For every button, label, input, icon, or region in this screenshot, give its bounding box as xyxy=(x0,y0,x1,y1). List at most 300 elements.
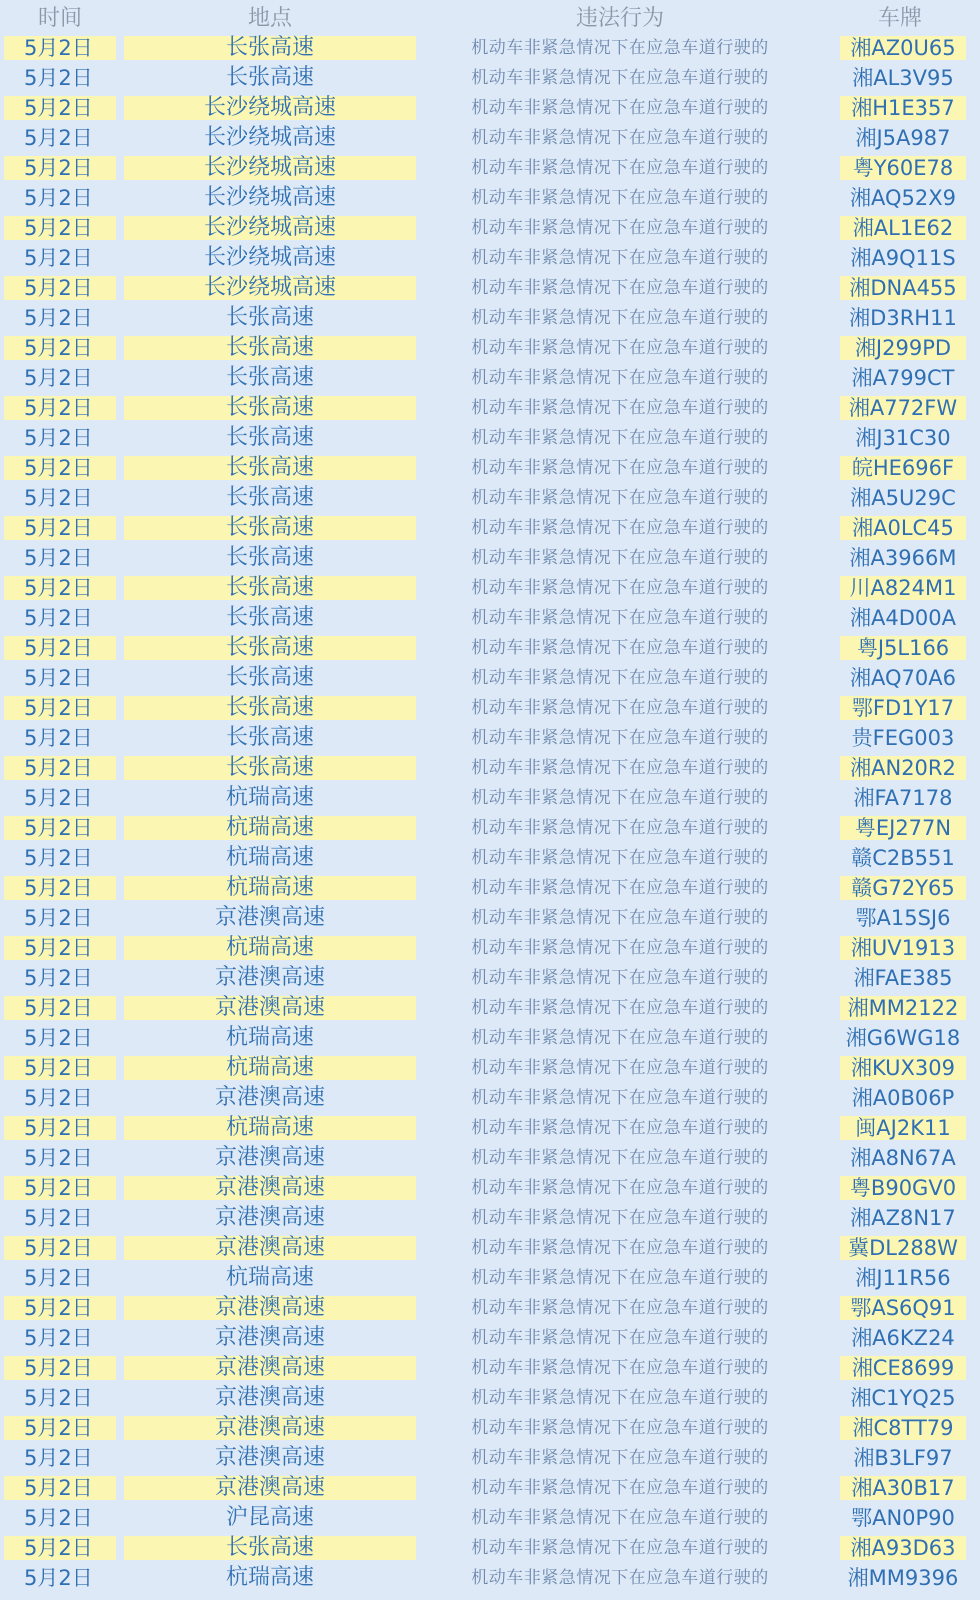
plate-cell-text: 湘AQ52X9 xyxy=(850,186,956,210)
plate-cell xyxy=(820,873,980,903)
date-cell xyxy=(0,1113,120,1143)
table-row xyxy=(0,693,980,723)
violation-cell xyxy=(420,813,820,843)
location-cell-text: 长沙绕城高速 xyxy=(124,216,416,240)
location-cell-text: 长张高速 xyxy=(225,605,314,630)
date-cell xyxy=(0,1473,120,1503)
plate-cell-text: 湘A772FW xyxy=(840,396,966,420)
violation-cell-text: 机动车非紧急情况下在应急车道行驶的 xyxy=(471,308,769,328)
plate-cell xyxy=(820,63,980,93)
date-cell-text: 5月2日 xyxy=(4,696,116,720)
location-cell xyxy=(120,873,420,903)
date-cell-text: 5月2日 xyxy=(4,576,116,600)
location-cell xyxy=(120,243,420,273)
plate-cell-text: 湘A6KZ24 xyxy=(851,1326,955,1350)
date-cell xyxy=(0,693,120,723)
table-row xyxy=(0,663,980,693)
plate-cell xyxy=(820,783,980,813)
location-cell-text: 长张高速 xyxy=(124,396,416,420)
table-row xyxy=(0,273,980,303)
violation-cell xyxy=(420,1263,820,1293)
date-cell xyxy=(0,573,120,603)
location-cell xyxy=(120,1563,420,1593)
violation-cell xyxy=(420,1503,820,1533)
plate-cell-text: 湘AZ0U65 xyxy=(840,36,966,60)
date-cell xyxy=(0,1233,120,1263)
location-cell xyxy=(120,123,420,153)
header-plate: 车牌 xyxy=(820,0,980,33)
date-cell xyxy=(0,1503,120,1533)
location-cell xyxy=(120,1143,420,1173)
table-row xyxy=(0,573,980,603)
violation-cell xyxy=(420,1173,820,1203)
violation-cell-text: 机动车非紧急情况下在应急车道行驶的 xyxy=(471,398,769,418)
table-row xyxy=(0,1563,980,1593)
plate-cell-text: 湘AQ70A6 xyxy=(850,666,956,690)
date-cell-text: 5月2日 xyxy=(4,336,116,360)
table-row xyxy=(0,1083,980,1113)
date-cell xyxy=(0,1383,120,1413)
location-cell xyxy=(120,543,420,573)
date-cell xyxy=(0,393,120,423)
date-cell xyxy=(0,1353,120,1383)
plate-cell xyxy=(820,1383,980,1413)
plate-cell-text: 湘H1E357 xyxy=(840,96,966,120)
date-cell-text: 5月2日 xyxy=(4,1416,116,1440)
location-cell xyxy=(120,183,420,213)
violation-cell xyxy=(420,573,820,603)
plate-cell xyxy=(820,1563,980,1593)
plate-cell-text: 贵FEG003 xyxy=(851,726,955,750)
violation-cell xyxy=(420,63,820,93)
location-cell xyxy=(120,1263,420,1293)
date-cell xyxy=(0,873,120,903)
plate-cell xyxy=(820,693,980,723)
date-cell xyxy=(0,363,120,393)
table-row xyxy=(0,933,980,963)
table-row xyxy=(0,1413,980,1443)
location-cell xyxy=(120,1353,420,1383)
plate-cell xyxy=(820,543,980,573)
violation-cell xyxy=(420,33,820,63)
plate-cell-text: 湘FAE385 xyxy=(853,966,953,990)
date-cell-text: 5月2日 xyxy=(4,756,116,780)
plate-cell-text: 鄂FD1Y17 xyxy=(840,696,966,720)
violation-cell xyxy=(420,363,820,393)
violation-cell xyxy=(420,1383,820,1413)
location-cell-text: 京港澳高速 xyxy=(214,1325,325,1350)
location-cell xyxy=(120,1053,420,1083)
date-cell-text: 5月2日 xyxy=(4,396,116,420)
violation-cell xyxy=(420,753,820,783)
plate-cell-text: 赣C2B551 xyxy=(851,846,955,870)
violation-cell xyxy=(420,513,820,543)
plate-cell-text: 冀DL288W xyxy=(840,1236,966,1260)
location-cell-text: 杭瑞高速 xyxy=(225,1565,314,1590)
date-cell xyxy=(0,243,120,273)
violation-cell-text: 机动车非紧急情况下在应急车道行驶的 xyxy=(471,548,769,568)
violation-cell-text: 机动车非紧急情况下在应急车道行驶的 xyxy=(471,1058,769,1078)
date-cell-text: 5月2日 xyxy=(4,996,116,1020)
violation-cell-text: 机动车非紧急情况下在应急车道行驶的 xyxy=(471,878,769,898)
plate-cell xyxy=(820,573,980,603)
plate-cell-text: 湘MM2122 xyxy=(840,996,966,1020)
location-cell-text: 长沙绕城高速 xyxy=(203,185,336,210)
date-cell-text: 5月2日 xyxy=(24,486,93,510)
plate-cell xyxy=(820,1353,980,1383)
date-cell xyxy=(0,273,120,303)
violation-cell xyxy=(420,1113,820,1143)
date-cell xyxy=(0,303,120,333)
violation-cell xyxy=(420,393,820,423)
table-row xyxy=(0,813,980,843)
table-row xyxy=(0,213,980,243)
location-cell xyxy=(120,993,420,1023)
location-cell xyxy=(120,1533,420,1563)
location-cell xyxy=(120,1383,420,1413)
date-cell-text: 5月2日 xyxy=(24,1326,93,1350)
date-cell xyxy=(0,603,120,633)
violation-cell-text: 机动车非紧急情况下在应急车道行驶的 xyxy=(471,158,769,178)
location-cell xyxy=(120,423,420,453)
location-cell xyxy=(120,1323,420,1353)
violation-cell xyxy=(420,93,820,123)
plate-cell xyxy=(820,1173,980,1203)
location-cell xyxy=(120,63,420,93)
date-cell-text: 5月2日 xyxy=(4,216,116,240)
plate-cell-text: 湘A93D63 xyxy=(840,1536,966,1560)
date-cell-text: 5月2日 xyxy=(4,1116,116,1140)
violation-cell-text: 机动车非紧急情况下在应急车道行驶的 xyxy=(471,488,769,508)
violation-cell-text: 机动车非紧急情况下在应急车道行驶的 xyxy=(471,938,769,958)
table-row xyxy=(0,543,980,573)
plate-cell xyxy=(820,363,980,393)
date-cell xyxy=(0,1023,120,1053)
violation-cell-text: 机动车非紧急情况下在应急车道行驶的 xyxy=(471,458,769,478)
date-cell-text: 5月2日 xyxy=(4,96,116,120)
table-row xyxy=(0,393,980,423)
plate-cell xyxy=(820,183,980,213)
date-cell xyxy=(0,1443,120,1473)
violation-cell xyxy=(420,993,820,1023)
table-row xyxy=(0,33,980,63)
plate-cell-text: 湘B3LF97 xyxy=(853,1446,953,1470)
plate-cell-text: 鄂AN0P90 xyxy=(851,1506,955,1530)
location-cell-text: 京港澳高速 xyxy=(124,1476,416,1500)
plate-cell xyxy=(820,1203,980,1233)
violation-cell-text: 机动车非紧急情况下在应急车道行驶的 xyxy=(471,338,769,358)
plate-cell-text: 鄂A15SJ6 xyxy=(855,906,951,930)
violation-cell xyxy=(420,723,820,753)
header-date: 时间 xyxy=(0,0,120,33)
date-cell xyxy=(0,453,120,483)
date-cell xyxy=(0,213,120,243)
location-cell-text: 杭瑞高速 xyxy=(124,936,416,960)
date-cell xyxy=(0,1323,120,1353)
location-cell-text: 长张高速 xyxy=(124,516,416,540)
plate-cell xyxy=(820,333,980,363)
plate-cell-text: 湘AZ8N17 xyxy=(850,1206,956,1230)
violation-cell xyxy=(420,1323,820,1353)
table-row xyxy=(0,753,980,783)
violation-cell-text: 机动车非紧急情况下在应急车道行驶的 xyxy=(471,1508,769,1528)
date-cell-text: 5月2日 xyxy=(24,1146,93,1170)
location-cell-text: 长张高速 xyxy=(124,696,416,720)
violation-cell-text: 机动车非紧急情况下在应急车道行驶的 xyxy=(471,1208,769,1228)
plate-cell xyxy=(820,1293,980,1323)
location-cell-text: 杭瑞高速 xyxy=(124,876,416,900)
date-cell-text: 5月2日 xyxy=(4,936,116,960)
date-cell-text: 5月2日 xyxy=(4,516,116,540)
location-cell-text: 长张高速 xyxy=(225,665,314,690)
violation-cell-text: 机动车非紧急情况下在应急车道行驶的 xyxy=(471,1538,769,1558)
table-row xyxy=(0,1443,980,1473)
date-cell-text: 5月2日 xyxy=(24,966,93,990)
table-row xyxy=(0,633,980,663)
plate-cell xyxy=(820,1143,980,1173)
location-cell-text: 长张高速 xyxy=(124,36,416,60)
date-cell-text: 5月2日 xyxy=(4,816,116,840)
date-cell xyxy=(0,813,120,843)
table-row xyxy=(0,1023,980,1053)
violation-cell-text: 机动车非紧急情况下在应急车道行驶的 xyxy=(471,1418,769,1438)
date-cell-text: 5月2日 xyxy=(24,1566,93,1590)
plate-cell xyxy=(820,1503,980,1533)
date-cell-text: 5月2日 xyxy=(24,546,93,570)
date-cell-text: 5月2日 xyxy=(24,726,93,750)
location-cell xyxy=(120,393,420,423)
violation-cell xyxy=(420,183,820,213)
violation-cell-text: 机动车非紧急情况下在应急车道行驶的 xyxy=(471,968,769,988)
location-cell-text: 长张高速 xyxy=(225,65,314,90)
plate-cell xyxy=(820,513,980,543)
date-cell xyxy=(0,1053,120,1083)
violation-cell xyxy=(420,633,820,663)
location-cell xyxy=(120,1503,420,1533)
location-cell xyxy=(120,1203,420,1233)
date-cell-text: 5月2日 xyxy=(4,36,116,60)
date-cell xyxy=(0,33,120,63)
date-cell-text: 5月2日 xyxy=(4,636,116,660)
location-cell-text: 沪昆高速 xyxy=(225,1505,314,1530)
plate-cell-text: 湘KUX309 xyxy=(840,1056,966,1080)
date-cell xyxy=(0,993,120,1023)
violation-cell-text: 机动车非紧急情况下在应急车道行驶的 xyxy=(471,1238,769,1258)
location-cell xyxy=(120,1113,420,1143)
plate-cell xyxy=(820,1113,980,1143)
violation-cell xyxy=(420,843,820,873)
date-cell-text: 5月2日 xyxy=(4,1476,116,1500)
location-cell xyxy=(120,1233,420,1263)
location-cell-text: 长张高速 xyxy=(124,456,416,480)
plate-cell xyxy=(820,1053,980,1083)
violation-cell-text: 机动车非紧急情况下在应急车道行驶的 xyxy=(471,1568,769,1588)
location-cell-text: 长沙绕城高速 xyxy=(203,125,336,150)
violation-cell xyxy=(420,1443,820,1473)
table-row xyxy=(0,363,980,393)
violation-cell xyxy=(420,903,820,933)
date-cell xyxy=(0,753,120,783)
location-cell-text: 京港澳高速 xyxy=(124,1176,416,1200)
plate-cell xyxy=(820,33,980,63)
location-cell xyxy=(120,693,420,723)
violation-cell xyxy=(420,153,820,183)
date-cell-text: 5月2日 xyxy=(24,1266,93,1290)
plate-cell xyxy=(820,963,980,993)
violation-cell-text: 机动车非紧急情况下在应急车道行驶的 xyxy=(471,788,769,808)
date-cell-text: 5月2日 xyxy=(4,1296,116,1320)
location-cell xyxy=(120,333,420,363)
plate-cell-text: 川A824M1 xyxy=(840,576,966,600)
table-row xyxy=(0,483,980,513)
plate-cell-text: 湘J31C30 xyxy=(855,426,951,450)
table-row xyxy=(0,993,980,1023)
location-cell xyxy=(120,633,420,663)
violation-cell-text: 机动车非紧急情况下在应急车道行驶的 xyxy=(471,1148,769,1168)
violation-cell-text: 机动车非紧急情况下在应急车道行驶的 xyxy=(471,368,769,388)
plate-cell xyxy=(820,123,980,153)
location-cell xyxy=(120,843,420,873)
table-row xyxy=(0,1113,980,1143)
plate-cell-text: 湘MM9396 xyxy=(847,1566,959,1590)
date-cell-text: 5月2日 xyxy=(24,366,93,390)
violation-cell xyxy=(420,543,820,573)
location-cell xyxy=(120,1173,420,1203)
violation-cell xyxy=(420,783,820,813)
plate-cell-text: 粤Y60E78 xyxy=(840,156,966,180)
violation-cell xyxy=(420,123,820,153)
violation-cell-text: 机动车非紧急情况下在应急车道行驶的 xyxy=(471,578,769,598)
violation-cell xyxy=(420,603,820,633)
location-cell-text: 长张高速 xyxy=(124,576,416,600)
plate-cell xyxy=(820,993,980,1023)
violation-cell-text: 机动车非紧急情况下在应急车道行驶的 xyxy=(471,1358,769,1378)
date-cell xyxy=(0,483,120,513)
plate-cell-text: 湘A8N67A xyxy=(850,1146,956,1170)
location-cell-text: 长张高速 xyxy=(225,485,314,510)
location-cell-text: 京港澳高速 xyxy=(124,1356,416,1380)
date-cell xyxy=(0,63,120,93)
plate-cell xyxy=(820,1533,980,1563)
location-cell-text: 京港澳高速 xyxy=(214,965,325,990)
violation-cell-text: 机动车非紧急情况下在应急车道行驶的 xyxy=(471,218,769,238)
table-row xyxy=(0,1203,980,1233)
table-row xyxy=(0,1323,980,1353)
violation-cell xyxy=(420,1083,820,1113)
location-cell-text: 长张高速 xyxy=(124,1536,416,1560)
plate-cell xyxy=(820,723,980,753)
date-cell-text: 5月2日 xyxy=(4,276,116,300)
date-cell xyxy=(0,1083,120,1113)
violation-cell-text: 机动车非紧急情况下在应急车道行驶的 xyxy=(471,608,769,628)
violation-cell xyxy=(420,273,820,303)
table-row xyxy=(0,1533,980,1563)
plate-cell xyxy=(820,933,980,963)
violation-cell xyxy=(420,1473,820,1503)
plate-cell xyxy=(820,393,980,423)
violation-cell xyxy=(420,1413,820,1443)
violation-cell xyxy=(420,1023,820,1053)
plate-cell xyxy=(820,843,980,873)
location-cell-text: 京港澳高速 xyxy=(214,1205,325,1230)
violation-cell xyxy=(420,1233,820,1263)
plate-cell-text: 湘J11R56 xyxy=(855,1266,951,1290)
table-row xyxy=(0,1293,980,1323)
date-cell-text: 5月2日 xyxy=(24,1506,93,1530)
date-cell-text: 5月2日 xyxy=(24,306,93,330)
violation-cell-text: 机动车非紧急情况下在应急车道行驶的 xyxy=(471,188,769,208)
violation-cell-text: 机动车非紧急情况下在应急车道行驶的 xyxy=(471,1448,769,1468)
header-location: 地点 xyxy=(120,0,420,33)
date-cell xyxy=(0,543,120,573)
violation-cell-text: 机动车非紧急情况下在应急车道行驶的 xyxy=(471,1268,769,1288)
date-cell xyxy=(0,903,120,933)
location-cell-text: 京港澳高速 xyxy=(214,1085,325,1110)
location-cell-text: 京港澳高速 xyxy=(214,1445,325,1470)
plate-cell xyxy=(820,1323,980,1353)
date-cell-text: 5月2日 xyxy=(24,426,93,450)
date-cell-text: 5月2日 xyxy=(24,126,93,150)
plate-cell-text: 湘D3RH11 xyxy=(849,306,957,330)
violation-cell xyxy=(420,453,820,483)
date-cell xyxy=(0,153,120,183)
location-cell-text: 长张高速 xyxy=(225,365,314,390)
location-cell-text: 长沙绕城高速 xyxy=(203,245,336,270)
table-row xyxy=(0,1503,980,1533)
plate-cell xyxy=(820,243,980,273)
date-cell xyxy=(0,1173,120,1203)
table-row xyxy=(0,1233,980,1263)
violation-cell-text: 机动车非紧急情况下在应急车道行驶的 xyxy=(471,668,769,688)
violation-cell xyxy=(420,693,820,723)
table-row xyxy=(0,963,980,993)
location-cell xyxy=(120,33,420,63)
location-cell xyxy=(120,363,420,393)
violation-cell-text: 机动车非紧急情况下在应急车道行驶的 xyxy=(471,428,769,448)
table-row xyxy=(0,183,980,213)
location-cell xyxy=(120,753,420,783)
violation-cell-text: 机动车非紧急情况下在应急车道行驶的 xyxy=(471,68,769,88)
location-cell-text: 京港澳高速 xyxy=(124,1416,416,1440)
date-cell xyxy=(0,1203,120,1233)
table-row xyxy=(0,843,980,873)
location-cell xyxy=(120,273,420,303)
plate-cell-text: 粤B90GV0 xyxy=(840,1176,966,1200)
plate-cell xyxy=(820,1083,980,1113)
plate-cell-text: 湘A0LC45 xyxy=(840,516,966,540)
violation-cell-text: 机动车非紧急情况下在应急车道行驶的 xyxy=(471,98,769,118)
location-cell xyxy=(120,933,420,963)
violation-cell xyxy=(420,213,820,243)
date-cell xyxy=(0,843,120,873)
date-cell xyxy=(0,723,120,753)
violation-cell xyxy=(420,873,820,903)
violation-cell-text: 机动车非紧急情况下在应急车道行驶的 xyxy=(471,128,769,148)
location-cell xyxy=(120,573,420,603)
location-cell-text: 京港澳高速 xyxy=(124,996,416,1020)
location-cell xyxy=(120,303,420,333)
table-row xyxy=(0,783,980,813)
date-cell xyxy=(0,183,120,213)
table-row xyxy=(0,723,980,753)
plate-cell xyxy=(820,1023,980,1053)
location-cell-text: 长张高速 xyxy=(225,545,314,570)
location-cell xyxy=(120,1293,420,1323)
plate-cell-text: 湘CE8699 xyxy=(840,1356,966,1380)
table-row xyxy=(0,93,980,123)
plate-cell-text: 粤EJ277N xyxy=(840,816,966,840)
violation-cell xyxy=(420,663,820,693)
